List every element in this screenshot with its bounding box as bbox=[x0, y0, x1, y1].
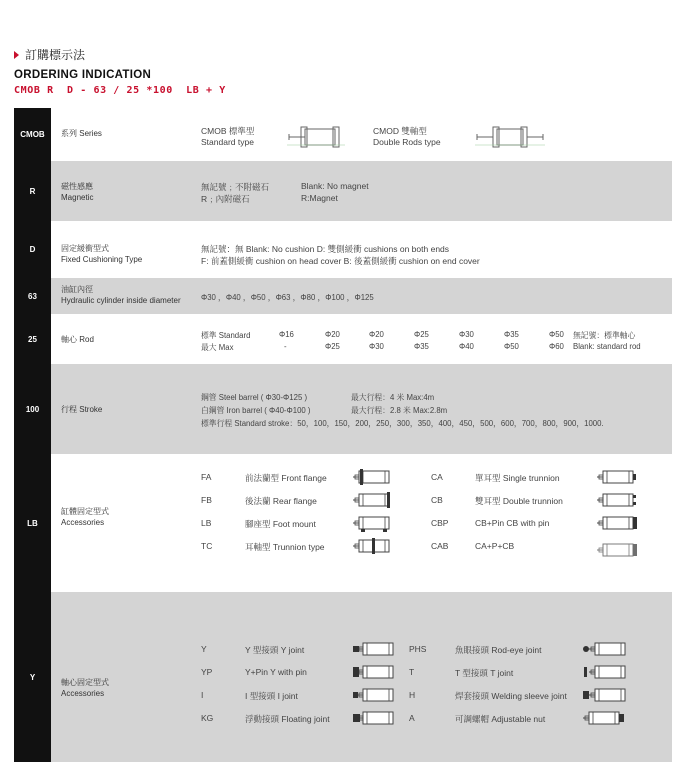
foot-mount-icon bbox=[353, 514, 393, 532]
rod-cell: Φ20 bbox=[325, 330, 340, 339]
rod-cell: Φ40 bbox=[459, 342, 474, 351]
label-cn: 固定緩衝型式 bbox=[61, 244, 109, 253]
joint-name: 可調螺帽 Adjustable nut bbox=[455, 714, 546, 724]
joint-code: PHS bbox=[409, 644, 427, 654]
label-cn: 缸體固定型式 bbox=[61, 507, 109, 516]
label-en: Fixed Cushioning Type bbox=[61, 255, 143, 264]
row-rod bbox=[14, 314, 672, 364]
row-code: R bbox=[14, 161, 51, 221]
row-code: 25 bbox=[14, 314, 51, 364]
opt-standard-cn: CMOB 標準型 bbox=[201, 126, 255, 136]
label-en: Rod bbox=[79, 335, 94, 344]
cushion-line-1: 無記號：無 Blank: No cushion D: 雙側緩衝 cushions on both ends bbox=[201, 244, 450, 254]
rod-cell: Φ30 bbox=[459, 330, 474, 339]
label-cn: 油缸內徑 bbox=[61, 285, 93, 294]
joint-name: I 型接頭 I joint bbox=[245, 691, 298, 701]
joint-code: A bbox=[409, 713, 415, 723]
mount-name: 單耳型 Single trunnion bbox=[475, 473, 560, 483]
joint-code: Y bbox=[201, 644, 207, 654]
mount-name: 腳座型 Foot mount bbox=[245, 519, 316, 529]
label-cn: 軸心 bbox=[61, 335, 77, 344]
iron-barrel: 白鋼管 Iron barrel ( Φ40-Φ100 ) bbox=[201, 406, 311, 415]
label-en: Stroke bbox=[79, 405, 103, 414]
row-body-mount bbox=[14, 454, 672, 592]
rod-cell: Φ50 bbox=[549, 330, 564, 339]
mount-code: LB bbox=[201, 518, 212, 528]
row-magnetic bbox=[14, 161, 672, 221]
steel-max: 最大行程：4 米 Max:4m bbox=[351, 393, 435, 402]
row-rod-mount bbox=[14, 592, 672, 762]
rod-cell: Φ30 bbox=[369, 342, 384, 351]
standard-stroke: 標準行程 Standard stroke：50，100，150，200，250，300，350，400，450，500，600，700，800，900，1000. bbox=[201, 419, 604, 428]
label-cn: 軸心固定型式 bbox=[61, 678, 109, 687]
mount-code: FA bbox=[201, 472, 212, 482]
joint-name: Y 型接頭 Y joint bbox=[245, 645, 305, 655]
label-cn: 行程 bbox=[61, 405, 77, 414]
t-joint-icon bbox=[583, 663, 629, 681]
mount-name: 後法蘭 Rear flange bbox=[245, 496, 317, 506]
joint-code: I bbox=[201, 690, 204, 700]
mount-name: 雙耳型 Double trunnion bbox=[475, 496, 563, 506]
label-en: Series bbox=[79, 129, 102, 138]
opt-double-cn: CMOD 雙軸型 bbox=[373, 126, 427, 136]
double-rod-cylinder-icon bbox=[475, 123, 545, 151]
joint-name: 浮動接頭 Floating joint bbox=[245, 714, 330, 724]
rod-cell: Φ35 bbox=[504, 330, 519, 339]
joint-name: Y+Pin Y with pin bbox=[245, 667, 307, 677]
mount-code: CB bbox=[431, 495, 443, 505]
rear-flange-icon bbox=[353, 491, 393, 509]
joint-code: T bbox=[409, 667, 415, 677]
magnet-r-cn: R﹔內附磁石 bbox=[201, 194, 250, 204]
mount-code: CA bbox=[431, 472, 443, 482]
cb-pin-icon bbox=[597, 514, 641, 532]
row-bore bbox=[14, 278, 672, 314]
label-cn: 系列 bbox=[61, 129, 77, 138]
front-flange-icon bbox=[353, 468, 393, 486]
mount-code: CBP bbox=[431, 518, 449, 528]
title-cn: 訂購標示法 bbox=[25, 48, 86, 62]
label-cn: 磁性感應 bbox=[61, 182, 93, 191]
joint-name: 焊套接頭 Welding sleeve joint bbox=[455, 691, 567, 701]
rod-cell: Φ16 bbox=[279, 330, 294, 339]
label-en: Hydraulic cylinder inside diameter bbox=[61, 296, 181, 305]
joint-code: H bbox=[409, 690, 416, 700]
single-trunnion-icon bbox=[597, 468, 641, 486]
row-cushion bbox=[14, 221, 672, 278]
magnet-blank-en: Blank: No magnet bbox=[301, 181, 369, 191]
magnet-blank-cn: 無記號﹔不附磁石 bbox=[201, 182, 270, 192]
row-code: Y bbox=[14, 592, 51, 762]
rod-note-en: Blank: standard rod bbox=[573, 342, 641, 351]
rod-max-label: 最大 Max bbox=[201, 343, 234, 352]
trunnion-icon bbox=[353, 537, 393, 555]
row-code: LB bbox=[14, 454, 51, 592]
rod-cell: Φ35 bbox=[414, 342, 429, 351]
row-stroke bbox=[14, 364, 672, 454]
mount-code: FB bbox=[201, 495, 212, 505]
mount-name: CA+P+CB bbox=[475, 541, 515, 551]
mount-code: TC bbox=[201, 541, 213, 551]
steel-barrel: 鋼管 Steel barrel ( Φ30-Φ125 ) bbox=[201, 393, 308, 402]
ca-p-cb-icon bbox=[597, 541, 641, 559]
row-code: 63 bbox=[14, 278, 51, 314]
row-code: CMOB bbox=[14, 108, 51, 161]
label-en: Accessories bbox=[61, 518, 105, 527]
rod-note-cn: 無記號：標準軸心 bbox=[573, 331, 636, 340]
rod-cell: Φ25 bbox=[325, 342, 340, 351]
mount-code: CAB bbox=[431, 541, 449, 551]
welding-sleeve-icon bbox=[583, 686, 629, 704]
adjustable-nut-icon bbox=[583, 709, 629, 727]
rod-cell: Φ25 bbox=[414, 330, 429, 339]
cushion-line-2: F: 前蓋側緩衝 cushion on head cover B: 後蓋側緩衝 cushion on end cover bbox=[201, 256, 480, 266]
label-en: Magnetic bbox=[61, 193, 94, 202]
opt-standard-en: Standard type bbox=[201, 137, 254, 147]
row-code: 100 bbox=[14, 364, 51, 454]
model-code: CMOB R D - 63 / 25 *100 LB + Y bbox=[14, 85, 226, 96]
mount-name: 耳軸型 Trunnion type bbox=[245, 542, 325, 552]
i-joint-icon bbox=[353, 686, 397, 704]
magnet-r-en: R:Magnet bbox=[301, 193, 338, 203]
rod-standard-label: 標準 Standard bbox=[201, 331, 251, 340]
double-trunnion-icon bbox=[597, 491, 641, 509]
iron-max: 最大行程：2.8 米 Max:2.8m bbox=[351, 406, 448, 415]
bore-values: Φ30 ，Φ40 ，Φ50 ，Φ63 ，Φ80 ，Φ100 ，Φ125 bbox=[201, 293, 374, 302]
rod-cell: Φ50 bbox=[504, 342, 519, 351]
y-joint-icon bbox=[353, 640, 397, 658]
joint-name: T 型接頭 T joint bbox=[455, 668, 514, 678]
rod-cell: Φ60 bbox=[549, 342, 564, 351]
rod-eye-joint-icon bbox=[583, 640, 629, 658]
standard-cylinder-icon bbox=[287, 123, 347, 151]
ordering-header bbox=[14, 46, 614, 96]
mount-name: 前法蘭型 Front flange bbox=[245, 473, 327, 483]
mount-name: CB+Pin CB with pin bbox=[475, 518, 550, 528]
bullet-triangle-icon bbox=[14, 51, 19, 59]
joint-name: 魚眼接頭 Rod-eye joint bbox=[455, 645, 542, 655]
label-en: Accessories bbox=[61, 689, 105, 698]
opt-double-en: Double Rods type bbox=[373, 137, 441, 147]
y-pin-icon bbox=[353, 663, 397, 681]
joint-code: KG bbox=[201, 713, 214, 723]
row-series bbox=[14, 108, 672, 161]
floating-joint-icon bbox=[353, 709, 397, 727]
title-en: ORDERING INDICATION bbox=[14, 69, 152, 81]
joint-code: YP bbox=[201, 667, 213, 677]
rod-cell: - bbox=[284, 342, 287, 351]
row-code: D bbox=[14, 221, 51, 278]
rod-cell: Φ20 bbox=[369, 330, 384, 339]
